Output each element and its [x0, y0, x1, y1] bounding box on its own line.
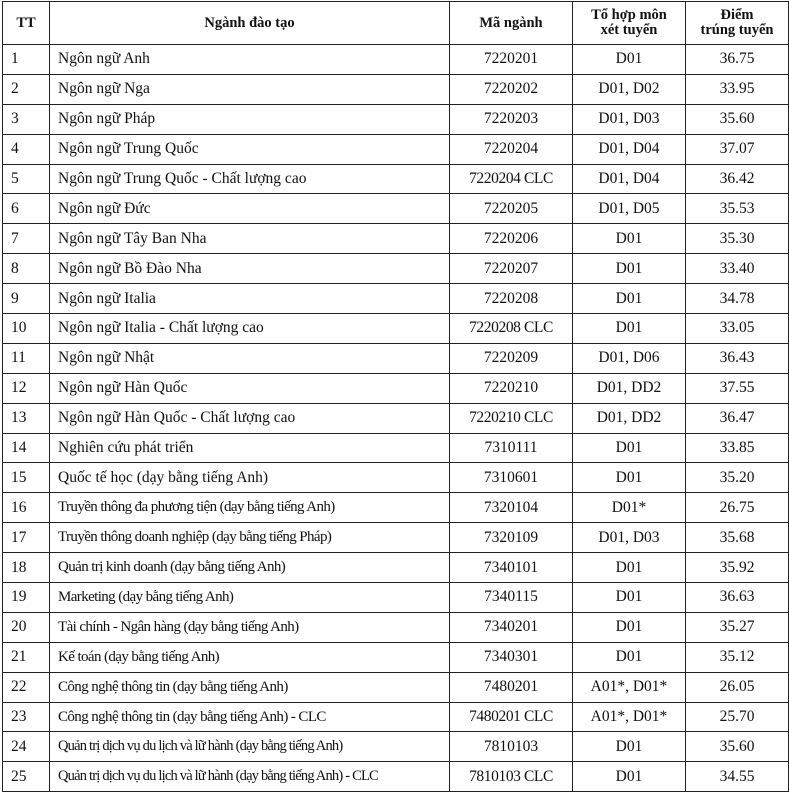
cell-code: 7220204 [450, 134, 573, 164]
cell-code: 7220205 [450, 194, 573, 224]
table-row [3, 164, 789, 194]
cell-code: 7220209 [450, 343, 573, 373]
table-row [3, 194, 789, 224]
table-row [3, 642, 789, 672]
cell-program: Quản trị kinh doanh (dạy bằng tiếng Anh) [50, 553, 450, 583]
cell-score: 35.20 [686, 463, 789, 493]
cell-tt: 7 [3, 224, 50, 254]
cell-code: 7220210 CLC [450, 403, 573, 433]
cell-code: 7220210 [450, 373, 573, 403]
header-code: Mã ngành [450, 2, 573, 45]
cell-score: 35.30 [686, 224, 789, 254]
table-row [3, 612, 789, 642]
cell-tt: 5 [3, 164, 50, 194]
cell-score: 25.70 [686, 702, 789, 732]
cell-program: Tài chính - Ngân hàng (dạy bằng tiếng Anh) [50, 612, 450, 642]
cell-score: 34.78 [686, 284, 789, 314]
cell-program: Nghiên cứu phát triển [50, 433, 450, 463]
cell-tt: 16 [3, 493, 50, 523]
cell-code: 7220204 CLC [450, 164, 573, 194]
cell-combo: D01 [573, 284, 686, 314]
cell-program: Ngôn ngữ Anh [50, 45, 450, 75]
cell-combo: D01, D04 [573, 134, 686, 164]
table-row [3, 314, 789, 344]
table-row [3, 343, 789, 373]
table-row [3, 583, 789, 613]
cell-score: 36.47 [686, 403, 789, 433]
cell-code: 7810103 [450, 732, 573, 762]
cell-tt: 12 [3, 373, 50, 403]
admission-scores-table [2, 1, 789, 792]
cell-score: 37.55 [686, 373, 789, 403]
table-row [3, 762, 789, 792]
cell-code: 7340101 [450, 553, 573, 583]
cell-program: Ngôn ngữ Nga [50, 74, 450, 104]
cell-code: 7220202 [450, 74, 573, 104]
cell-code: 7320109 [450, 523, 573, 553]
cell-combo: D01 [573, 254, 686, 284]
cell-code: 7340115 [450, 583, 573, 613]
cell-program: Kế toán (dạy bằng tiếng Anh) [50, 642, 450, 672]
cell-tt: 10 [3, 314, 50, 344]
cell-program: Ngôn ngữ Tây Ban Nha [50, 224, 450, 254]
cell-program: Truyền thông doanh nghiệp (dạy bằng tiếng Pháp) [50, 523, 450, 553]
cell-combo: D01 [573, 553, 686, 583]
cell-code: 7340201 [450, 612, 573, 642]
cell-tt: 25 [3, 762, 50, 792]
cell-tt: 20 [3, 612, 50, 642]
cell-program: Ngôn ngữ Trung Quốc [50, 134, 450, 164]
cell-combo: D01, D04 [573, 164, 686, 194]
cell-program: Marketing (dạy bằng tiếng Anh) [50, 583, 450, 613]
cell-score: 36.75 [686, 45, 789, 75]
cell-code: 7220201 [450, 45, 573, 75]
header-row [3, 2, 789, 45]
table-row [3, 254, 789, 284]
cell-tt: 22 [3, 672, 50, 702]
cell-program: Ngôn ngữ Nhật [50, 343, 450, 373]
table-row [3, 433, 789, 463]
cell-code: 7220207 [450, 254, 573, 284]
table-row [3, 403, 789, 433]
table-row [3, 732, 789, 762]
cell-combo: D01 [573, 314, 686, 344]
cell-combo: D01, D05 [573, 194, 686, 224]
cell-tt: 24 [3, 732, 50, 762]
cell-score: 35.27 [686, 612, 789, 642]
cell-score: 35.60 [686, 104, 789, 134]
cell-combo: D01* [573, 493, 686, 523]
cell-score: 33.95 [686, 74, 789, 104]
cell-combo: D01, D03 [573, 104, 686, 134]
cell-score: 36.42 [686, 164, 789, 194]
cell-score: 35.12 [686, 642, 789, 672]
cell-program: Công nghệ thông tin (dạy bằng tiếng Anh) - CLC [50, 702, 450, 732]
cell-code: 7220206 [450, 224, 573, 254]
table-row [3, 224, 789, 254]
cell-code: 7220208 CLC [450, 314, 573, 344]
cell-combo: A01*, D01* [573, 672, 686, 702]
cell-tt: 15 [3, 463, 50, 493]
cell-score: 35.68 [686, 523, 789, 553]
cell-program: Truyền thông đa phương tiện (dạy bằng tiếng Anh) [50, 493, 450, 523]
header-combo-line1: Tổ hợp môn [591, 7, 667, 23]
cell-program: Quản trị dịch vụ du lịch và lữ hành (dạy bằng tiếng Anh) [50, 732, 450, 762]
cell-code: 7310601 [450, 463, 573, 493]
cell-combo: D01, D06 [573, 343, 686, 373]
cell-tt: 17 [3, 523, 50, 553]
cell-tt: 6 [3, 194, 50, 224]
header-combo-line2: xét tuyển [600, 22, 658, 38]
cell-code: 7220203 [450, 104, 573, 134]
table-row [3, 672, 789, 702]
cell-tt: 14 [3, 433, 50, 463]
cell-score: 35.92 [686, 553, 789, 583]
cell-program: Quốc tế học (dạy bằng tiếng Anh) [50, 463, 450, 493]
cell-tt: 4 [3, 134, 50, 164]
cell-combo: D01 [573, 642, 686, 672]
cell-program: Ngôn ngữ Trung Quốc - Chất lượng cao [50, 164, 450, 194]
cell-tt: 1 [3, 45, 50, 75]
cell-combo: D01 [573, 583, 686, 613]
cell-score: 33.85 [686, 433, 789, 463]
cell-score: 34.55 [686, 762, 789, 792]
cell-program: Ngôn ngữ Bồ Đào Nha [50, 254, 450, 284]
cell-combo: D01, DD2 [573, 403, 686, 433]
table-row [3, 553, 789, 583]
header-score [686, 2, 789, 45]
cell-combo: D01, DD2 [573, 373, 686, 403]
cell-program: Ngôn ngữ Italia - Chất lượng cao [50, 314, 450, 344]
cell-program: Ngôn ngữ Đức [50, 194, 450, 224]
table-row [3, 284, 789, 314]
cell-score: 33.05 [686, 314, 789, 344]
table-body [3, 45, 789, 792]
cell-tt: 19 [3, 583, 50, 613]
cell-combo: D01 [573, 612, 686, 642]
cell-score: 26.05 [686, 672, 789, 702]
header-combo [573, 2, 686, 45]
cell-code: 7310111 [450, 433, 573, 463]
cell-tt: 9 [3, 284, 50, 314]
cell-score: 35.60 [686, 732, 789, 762]
cell-tt: 18 [3, 553, 50, 583]
cell-program: Ngôn ngữ Pháp [50, 104, 450, 134]
cell-tt: 23 [3, 702, 50, 732]
header-score-line2: trúng tuyển [700, 22, 774, 38]
cell-combo: D01 [573, 762, 686, 792]
cell-tt: 11 [3, 343, 50, 373]
table-row [3, 523, 789, 553]
cell-code: 7810103 CLC [450, 762, 573, 792]
cell-score: 33.40 [686, 254, 789, 284]
table-row [3, 702, 789, 732]
cell-score: 37.07 [686, 134, 789, 164]
cell-program: Ngôn ngữ Hàn Quốc - Chất lượng cao [50, 403, 450, 433]
cell-tt: 13 [3, 403, 50, 433]
cell-tt: 2 [3, 74, 50, 104]
table-row [3, 134, 789, 164]
cell-score: 36.43 [686, 343, 789, 373]
header-program: Ngành đào tạo [50, 2, 450, 45]
cell-program: Quản trị dịch vụ du lịch và lữ hành (dạy bằng tiếng Anh) - CLC [50, 762, 450, 792]
cell-combo: D01 [573, 732, 686, 762]
cell-tt: 8 [3, 254, 50, 284]
table-row [3, 104, 789, 134]
cell-tt: 21 [3, 642, 50, 672]
cell-score: 35.53 [686, 194, 789, 224]
table-row [3, 74, 789, 104]
cell-combo: D01 [573, 224, 686, 254]
cell-combo: D01 [573, 45, 686, 75]
cell-code: 7340301 [450, 642, 573, 672]
cell-score: 36.63 [686, 583, 789, 613]
table-row [3, 493, 789, 523]
cell-code: 7320104 [450, 493, 573, 523]
cell-code: 7480201 CLC [450, 702, 573, 732]
table-row [3, 373, 789, 403]
cell-combo: D01, D02 [573, 74, 686, 104]
table-header [3, 2, 789, 45]
cell-combo: A01*, D01* [573, 702, 686, 732]
cell-tt: 3 [3, 104, 50, 134]
table-row [3, 45, 789, 75]
cell-program: Công nghệ thông tin (dạy bằng tiếng Anh) [50, 672, 450, 702]
cell-combo: D01, D03 [573, 523, 686, 553]
cell-score: 26.75 [686, 493, 789, 523]
header-score-line1: Điểm [720, 7, 754, 23]
cell-code: 7480201 [450, 672, 573, 702]
header-tt: TT [3, 2, 50, 45]
table-row [3, 463, 789, 493]
cell-combo: D01 [573, 463, 686, 493]
cell-program: Ngôn ngữ Italia [50, 284, 450, 314]
cell-code: 7220208 [450, 284, 573, 314]
cell-combo: D01 [573, 433, 686, 463]
cell-program: Ngôn ngữ Hàn Quốc [50, 373, 450, 403]
